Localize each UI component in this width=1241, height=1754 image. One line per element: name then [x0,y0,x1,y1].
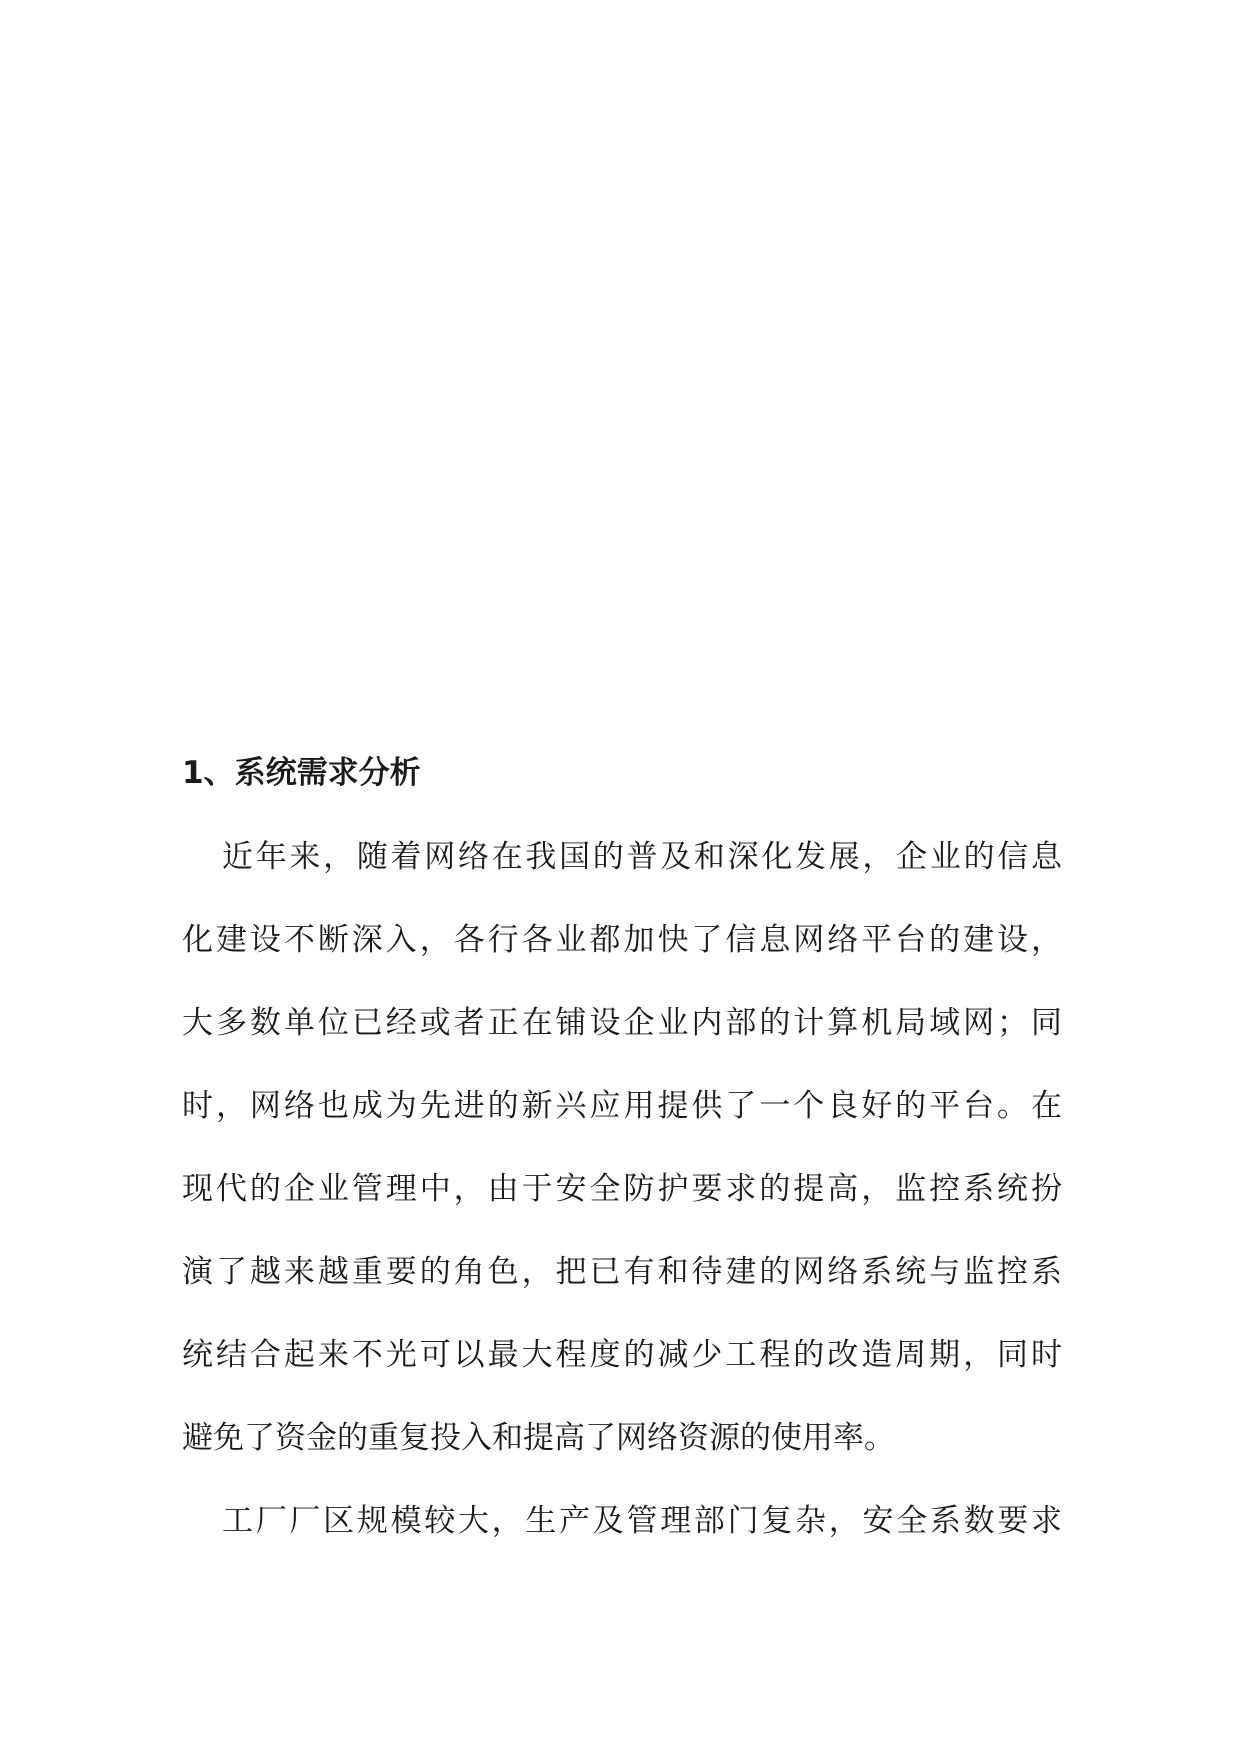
paragraph-line: 现代的企业管理中，由于安全防护要求的提高，监控系统扮 [182,1171,1062,1207]
paragraph-line: 演了越来越重要的角色，把已有和待建的网络系统与监控系 [182,1254,1062,1290]
paragraph-1 [182,836,1062,1459]
paragraph-line: 避免了资金的重复投入和提高了网络资源的使用率。 [182,1420,895,1456]
paragraph-line: 工厂厂区规模较大，生产及管理部门复杂，安全系数要求 [222,1503,1062,1539]
paragraph-line: 近年来，随着网络在我国的普及和深化发展，企业的信息 [222,839,1062,875]
paragraph-line: 化建设不断深入，各行各业都加快了信息网络平台的建设， [182,922,1062,958]
paragraph-line: 时，网络也成为先进的新兴应用提供了一个良好的平台。在 [182,1088,1062,1124]
section-heading: 1、系统需求分析 [182,755,421,791]
paragraph-line: 统结合起来不光可以最大程度的减少工程的改造周期，同时 [182,1337,1062,1373]
paragraph-2 [182,1500,1062,1542]
paragraph-line: 大多数单位已经或者正在铺设企业内部的计算机局域网；同 [182,1005,1062,1041]
document-body [182,752,1062,1542]
